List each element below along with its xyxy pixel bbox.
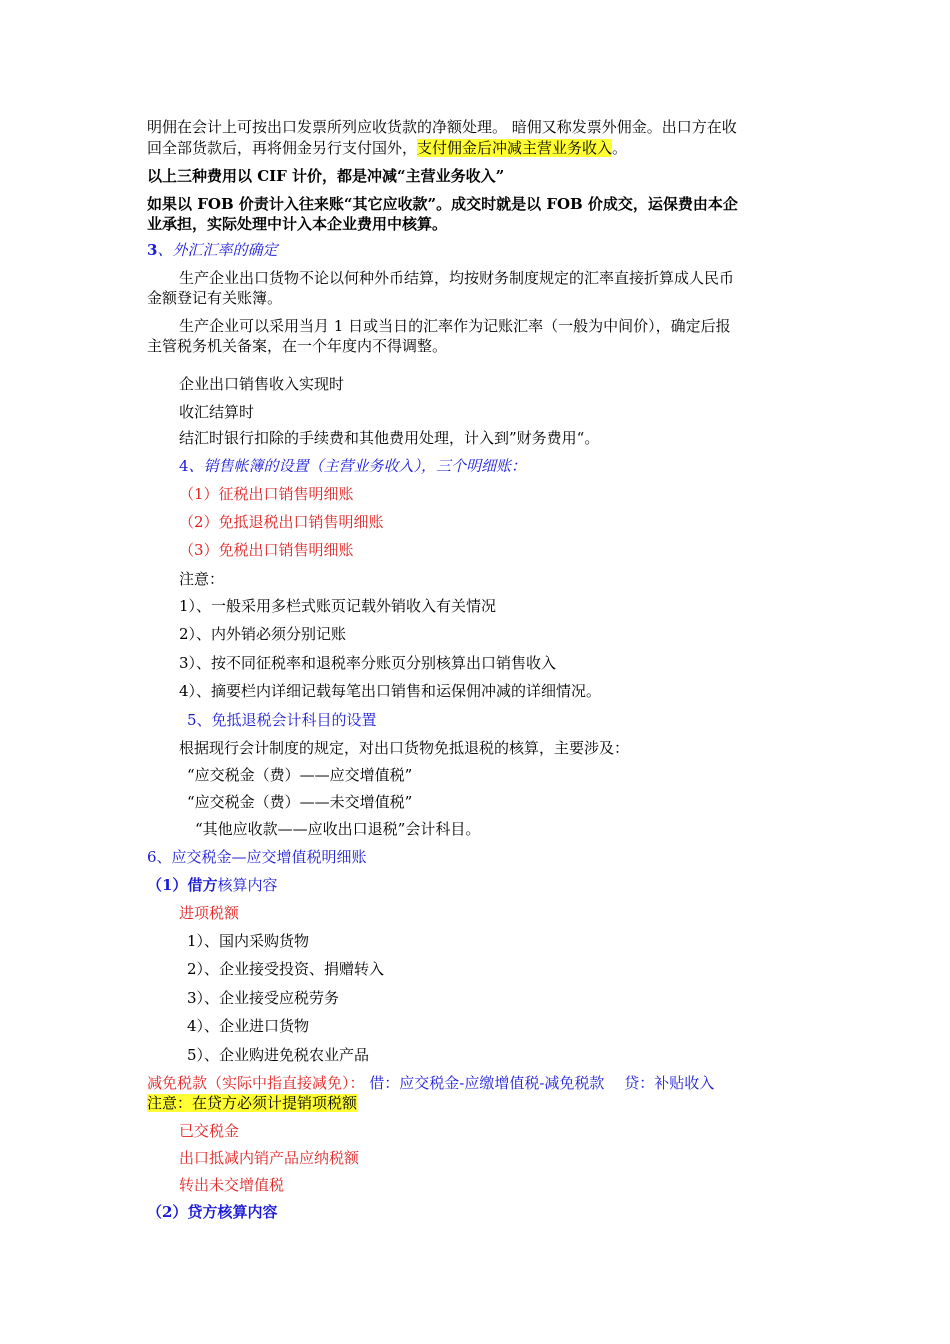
paragraph-line: 根据现行会计制度的规定，对出口货物免抵退税的核算，主要涉及： [179,739,630,757]
ledger-item: 转出未交增值税 [179,1176,285,1194]
bold-note: 如果以 FOB 价责计入往来账“其它应收款”。成交时就是以 FOB 价成交，运保费由本企 [147,195,738,213]
paragraph-line [147,117,737,137]
reduction-entry: 借：应交税金-应缴增值税-减免税款 贷：补贴收入 [364,1074,715,1092]
heading-number: 3 [147,241,158,259]
account-item: “应交税金（费）——应交增值税” [187,766,413,784]
sub-heading [147,875,277,895]
reduction-label: 减免税款（实际中指直接减免）： [147,1074,365,1092]
paragraph-line: 金额登记有关账簿。 [147,289,283,307]
section-heading [179,456,526,476]
paragraph-line [147,138,627,158]
ledger-item: （1）征税出口销售明细账 [179,485,354,503]
text: 。 [612,139,628,157]
heading-number: 4 [179,457,189,475]
highlighted-text: 支付佣金后冲减主营业务收入 [417,139,613,157]
note-item: 1）、一般采用多栏式账页记载外销收入有关情况 [179,597,497,615]
list-item: 5）、企业购进免税农业产品 [187,1046,370,1064]
ledger-item: （3）免税出口销售明细账 [179,541,354,559]
account-item: “应交税金（费）——未交增值税” [187,793,413,811]
ledger-item: 出口抵减内销产品应纳税额 [179,1149,360,1167]
reduction-line [147,1073,714,1093]
sub-heading: （2）贷方核算内容 [147,1203,278,1221]
account-item: “其他应收款——应收出口退税”会计科目。 [195,820,481,838]
section-heading [147,240,277,260]
sub-heading-prefix: （1） [147,876,188,894]
paragraph-line: 主管税务机关备案，在一个年度内不得调整。 [147,337,448,355]
ledger-item: （2）免抵退税出口销售明细账 [179,513,384,531]
paragraph-line: 生产企业出口货物不论以何种外币结算，均按财务制度规定的汇率直接折算成人民币 [179,269,735,287]
note-label: 注意： [179,570,225,588]
bold-note: 业承担，实际处理中计入本企业费用中核算。 [147,215,448,233]
list-item: 1）、国内采购货物 [187,932,310,950]
list-item: 企业出口销售收入实现时 [179,375,345,393]
section-heading: 5、免抵退税会计科目的设置 [187,711,377,729]
list-item: 结汇时银行扣除的手续费和其他费用处理，计入到”财务费用“。 [179,429,600,447]
list-item: 收汇结算时 [179,403,255,421]
text: 回全部货款后，再将佣金另行支付国外， [147,139,418,157]
list-item: 3）、企业接受应税劳务 [187,989,340,1007]
highlighted-note: 注意：在贷方必须计提销项税额 [147,1094,358,1112]
heading-text: 、外汇汇率的确定 [157,241,278,259]
note-item: 3）、按不同征税率和退税率分账页分别核算出口销售收入 [179,654,557,672]
input-tax-label: 进项税额 [179,904,240,922]
list-item: 2）、企业接受投资、捐赠转入 [187,960,385,978]
sub-heading-text: 核算内容 [217,876,278,894]
section-heading: 6、应交税金—应交增值税明细账 [147,848,367,866]
list-item: 4）、企业进口货物 [187,1017,310,1035]
reduction-note-line [147,1093,357,1113]
heading-text: 、销售帐簿的设置（主营业务收入），三个明细账： [188,457,527,475]
sub-heading-bold: 借方 [187,876,218,894]
ledger-item: 已交税金 [179,1122,240,1140]
bold-note: 以上三种费用以 CIF 计价，都是冲减“主营业务收入” [147,167,505,185]
note-item: 4）、摘要栏内详细记载每笔出口销售和运保佣冲减的详细情况。 [179,682,602,700]
paragraph-line: 生产企业可以采用当月 1 日或当日的汇率作为记账汇率（一般为中间价），确定后报 [179,317,731,335]
note-item: 2）、内外销必须分别记账 [179,625,347,643]
text: 明佣在会计上可按出口发票所列应收货款的净额处理。 暗佣又称发票外佣金。出口方在收 [147,118,737,136]
